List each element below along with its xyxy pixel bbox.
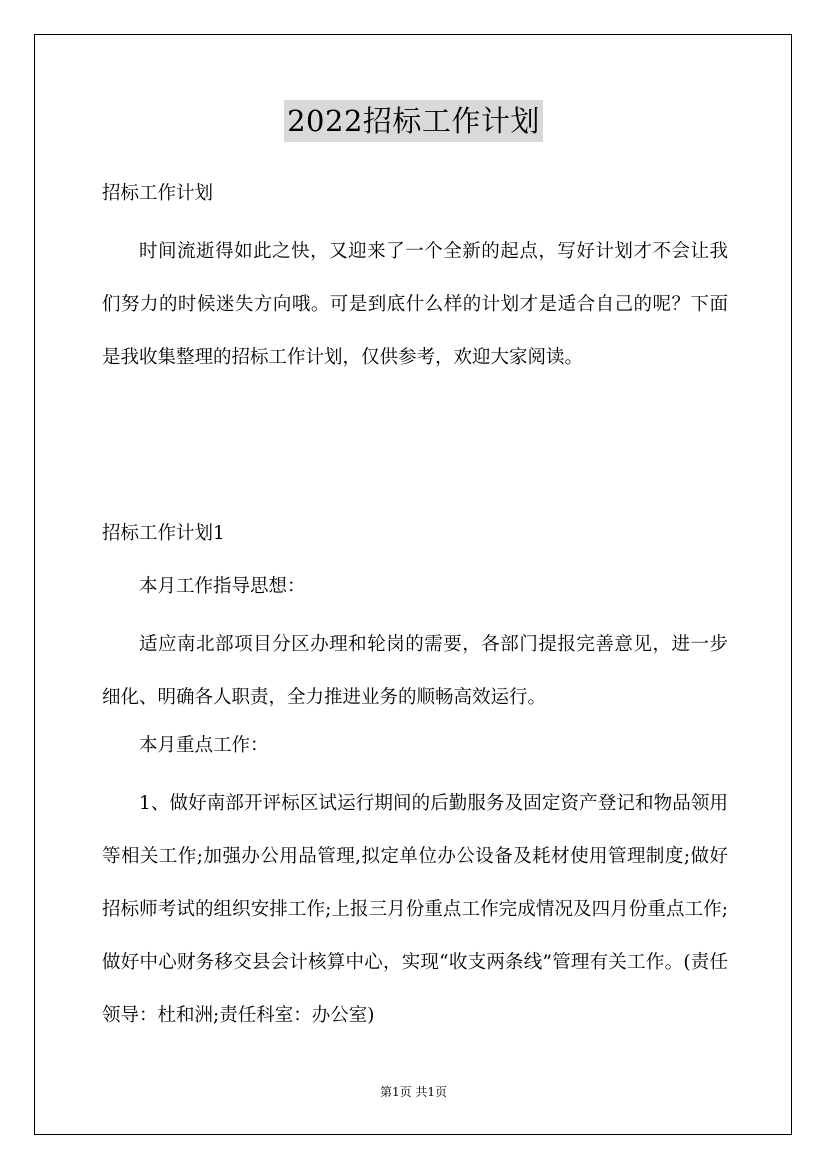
focus-heading: 本月重点工作： [139,735,269,756]
guide-paragraph: 适应南北部项目分区办理和轮岗的需要，各部门提报完善意见，进一步细化、明确各人职责，全力推进业务的顺畅高效运行。 [102,634,728,708]
document-body [102,172,728,1042]
focus-item-1: 1、做好南部开评标区试运行期间的后勤服务及固定资产登记和物品领用等相关工作;加强办公用品管理,拟定单位办公设备及耗材使用管理制度;做好招标师考试的组织安排工作;上报三月份重点工作完成情况及四月份重点工作;做好中心财务移交县会计核算中心，实现“收支两条线”管理有关工作。(责任领导：杜和洲;责任科室：办公室) [102,793,728,1026]
page-footer: 第1页 共1页 [379,1085,448,1099]
guide-heading: 本月工作指导思想： [139,576,306,597]
section1-heading: 招标工作计划1 [102,523,225,544]
section-spacer [102,437,728,512]
intro-paragraph: 时间流逝得如此之快，又迎来了一个全新的起点，写好计划才不会让我们努力的时候迷失方向哦。可是到底什么样的计划才是适合自己的呢？下面是我收集整理的招标工作计划，仅供参考，欢迎大家阅读。 [102,241,728,368]
document-title: 2022招标工作计划 [284,100,543,142]
title-wrap [0,100,827,142]
document-subtitle: 招标工作计划 [102,183,214,204]
